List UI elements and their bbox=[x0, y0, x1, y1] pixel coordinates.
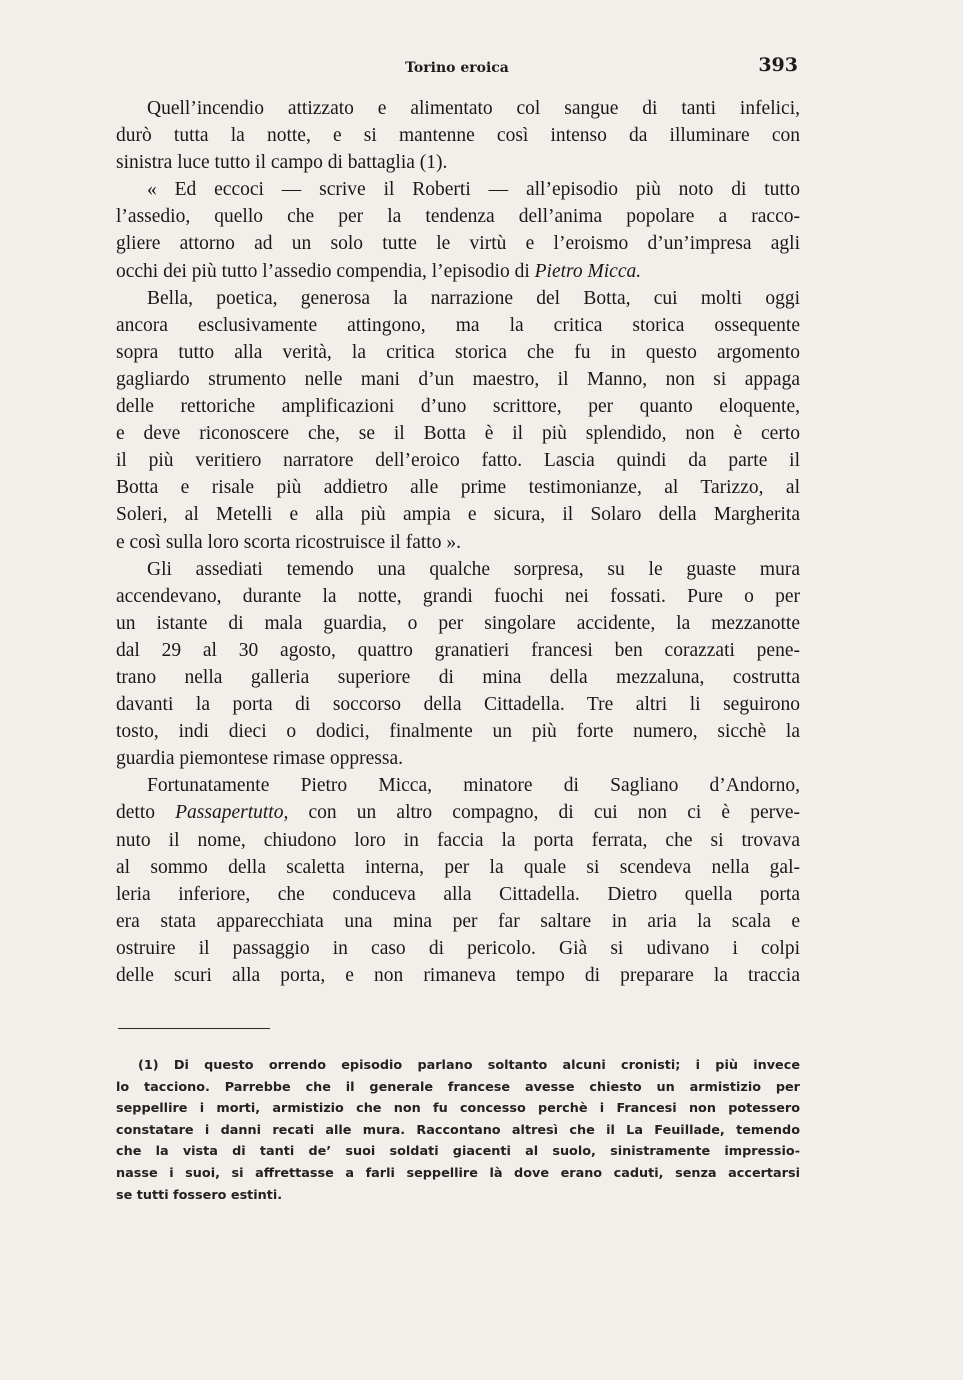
text-line: gliere attorno ad un solo tutte le virtù e l’eroismo d’un’impresa agli bbox=[116, 233, 800, 255]
text-line-start: occhi dei più tutto l’assedio compendia, l’episodio di bbox=[116, 260, 535, 282]
footnote-line: nasse i suoi, si affrettasse a farli seppellire là dove erano caduti, senza accertarsi bbox=[116, 1165, 800, 1181]
text-line: tosto, indi dieci o dodici, finalmente un più forte numero, sicchè la bbox=[116, 721, 800, 743]
footnote-line: se tutti fossero estinti. bbox=[116, 1187, 283, 1203]
text-line bbox=[116, 799, 800, 826]
footnote-divider bbox=[118, 1028, 270, 1029]
text-line: sinistra luce tutto il campo di battaglia (1). bbox=[116, 152, 448, 174]
text-line: Botta e risale più addietro alle prime testimonianze, al Tarizzo, al bbox=[116, 477, 800, 499]
text-line: sopra tutto alla verità, la critica storica che fu in questo argomento bbox=[116, 341, 800, 363]
text-line: delle scuri alla porta, e non rimaneva tempo di preparare la traccia bbox=[116, 965, 800, 986]
footnote bbox=[116, 1055, 800, 1206]
text-line: al sommo della scaletta interna, per la quale si scendeva nella gal- bbox=[116, 856, 800, 878]
text-line: guardia piemontese rimase oppressa. bbox=[116, 748, 403, 770]
footnote-line: lo tacciono. Parrebbe che il generale francese avesse chiesto un armistizio per bbox=[116, 1079, 800, 1095]
text-line: durò tutta la notte, e si mantenne così intenso da illuminare con bbox=[116, 125, 800, 147]
text-line: dal 29 al 30 agosto, quattro granatieri francesi ben corazzati pene- bbox=[116, 639, 800, 661]
text-line: Bella, poetica, generosa la narrazione del Botta, cui molti oggi bbox=[147, 287, 800, 309]
text-line: e deve riconoscere che, se il Botta è il più splendido, non è certo bbox=[116, 423, 800, 445]
italic-nickname: Passapertutto, bbox=[175, 802, 289, 824]
text-line: il più veritiero narratore dell’eroico fatto. Lascia quindi da parte il bbox=[116, 450, 800, 472]
text-line: accendevano, durante la notte, grandi fuochi nei fossati. Pure o per bbox=[116, 585, 800, 607]
text-line: Gli assediati temendo una qualche sorpresa, su le guaste mura bbox=[147, 558, 800, 580]
text-line: nuto il nome, chiudono loro in faccia la porta ferrata, che si trovava bbox=[116, 829, 800, 851]
text-line: Soleri, al Metelli e alla più ampia e sicura, il Solaro della Margherita bbox=[116, 504, 800, 526]
text-line: un istante di mala guardia, o per singolare accidente, la mezzanotte bbox=[116, 612, 800, 634]
text-line: « Ed eccoci — scrive il Roberti — all’episodio più noto di tutto bbox=[147, 179, 800, 201]
footnote-line: constatare i danni recati alle mura. Raccontano altresì che il La Feuillade, temendo bbox=[116, 1122, 800, 1138]
text-line: delle rettoriche amplificazioni d’uno scrittore, per quanto eloquente, bbox=[116, 396, 800, 418]
text-line: leria inferiore, che conduceva alla Cittadella. Dietro quella porta bbox=[116, 883, 800, 905]
text-line: trano nella galleria superiore di mina della mezzaluna, costrutta bbox=[116, 666, 800, 688]
text-line-start: detto bbox=[116, 802, 176, 824]
running-title: Torino eroica bbox=[405, 60, 509, 76]
footnote-line: seppellire i morti, armistizio che non fu concesso perchè i Francesi non potessero bbox=[116, 1101, 800, 1117]
text-line: ostruire il passaggio in caso di pericolo. Già si udivano i colpi bbox=[116, 937, 800, 959]
text-line: Quell’incendio attizzato e alimentato col sangue di tanti infelici, bbox=[147, 98, 800, 119]
page-number: 393 bbox=[758, 54, 798, 76]
text-line: Fortunatamente Pietro Micca, minatore di Sagliano d’Andorno, bbox=[147, 775, 800, 797]
text-line bbox=[116, 258, 800, 285]
text-line: ancora esclusivamente attingono, ma la critica storica ossequente bbox=[116, 314, 800, 336]
text-line: gagliardo strumento nelle mani d’un maestro, il Manno, non si appaga bbox=[116, 368, 800, 390]
page-header bbox=[116, 54, 798, 84]
italic-name: Pietro Micca. bbox=[534, 260, 642, 282]
footnote-line: che la vista di tanti de’ suoi soldati giacenti al suolo, sinistramente impressio- bbox=[116, 1144, 800, 1160]
text-line: l’assedio, quello che per la tendenza dell’anima popolare a racco- bbox=[116, 206, 800, 228]
text-line-end: con un altro compagno, di cui non ci è perve- bbox=[288, 802, 800, 824]
text-line: e così sulla loro scorta ricostruisce il fatto ». bbox=[116, 531, 461, 553]
main-text bbox=[116, 95, 800, 989]
text-line: era stata apparecchiata una mina per far saltare in aria la scala e bbox=[116, 910, 800, 932]
footnote-line: (1) Di questo orrendo episodio parlano soltanto alcuni cronisti; i più invece bbox=[138, 1058, 800, 1073]
text-line: davanti la porta di soccorso della Cittadella. Tre altri li seguirono bbox=[116, 694, 800, 716]
